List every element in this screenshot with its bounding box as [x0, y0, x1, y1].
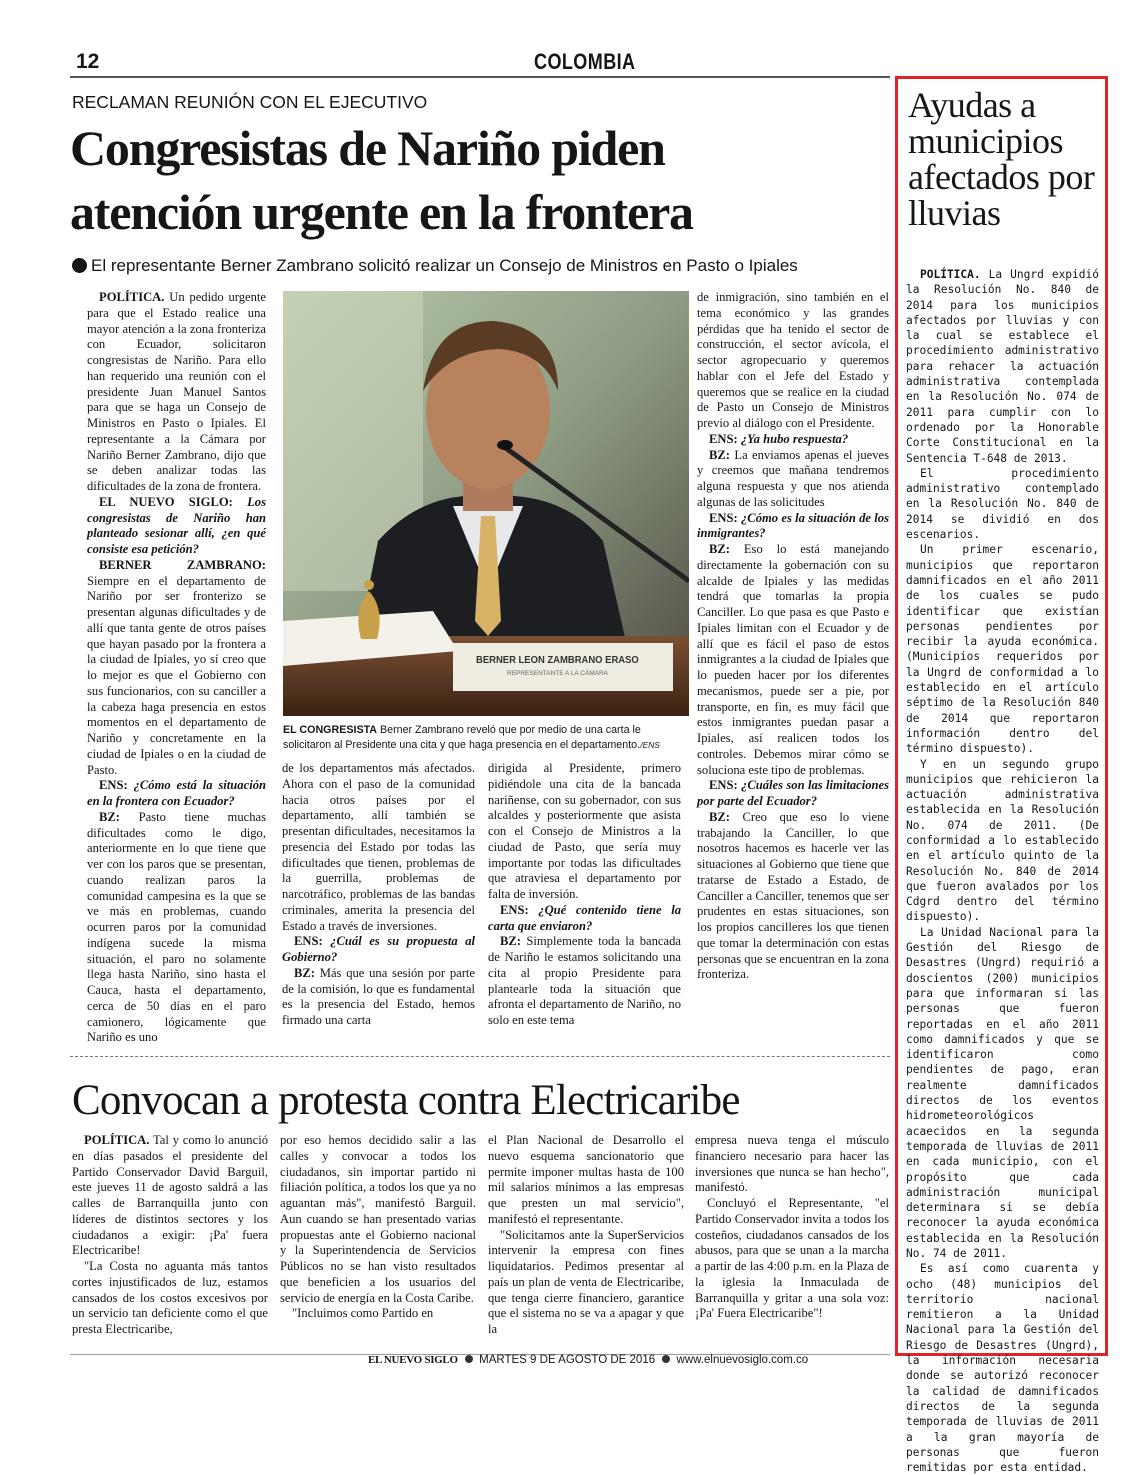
- caption-label: EL CONGRESISTA: [283, 724, 378, 736]
- caption-text: Berner Zambrano reveló que por medio de una carta le solicitaron al Presidente una cita y que haga presencia en el departamento.: [283, 724, 641, 751]
- paragraph: "Incluimos como Partido en: [292, 1306, 434, 1321]
- paragraph: Es así como cuarenta y ocho (48) municipios del territorio nacional remitieron a la Unidad Nacional para la Gestión del Riesgo de Desastres (Ungrd), la información necesaria donde se autorizó reconocer la calidad de damnificados directos de la segunda temporada de lluvias de 2011 a la gran mayoría de personas que fueron remitidas por esta entidad.: [906, 1262, 1099, 1475]
- paragraph: Concluyó el Representante, "el Partido Conservador invita a todos los costeños, ciudadanos cansados de los abusos, para que se unan a la marcha a partir de las 4:00 p.m. en la Plaza de la iglesia la Inmaculada de Barranquilla y gritar a una sola voz: ¡Pa' Fuera Electricaribe"!: [695, 1196, 889, 1321]
- question-label: ENS:: [709, 778, 738, 793]
- congressman-photo: [283, 291, 689, 716]
- sidebar-body: [906, 267, 1099, 1475]
- paragraph: Un primer escenario, municipios que reportaron damnificados en el año 2011 de los cuales se pudo identificar que existían personas pendientes por recibir la ayuda económica. (Municipios requeridos por la Ungrd de conformidad a lo establecido en el artículo séptimo de la Resolución 840 de 2014 que reportaron información dentro del término dispuesto).: [906, 543, 1099, 756]
- second-col-2: [280, 1133, 476, 1322]
- question: ¿Cómo es la situación de los inmigrantes?: [697, 510, 889, 541]
- story-divider: [70, 1056, 890, 1057]
- answer-label: BZ:: [709, 447, 730, 462]
- paragraph: dirigida al Presidente, primero pidiéndole una cita de la bancada nariñense, con su gobernador, con sus alcaldes y posteriormente que asista con el Consejo de Ministros a la ciudad de Pasto, que sería muy importante por todas las dificultades que atraviesa el departamento por falta de inversión.: [488, 761, 681, 901]
- answer: Simplemente toda la bancada de Nariño le estamos solicitando una cita al propio Presidente para plantearle toda la situación que afronta el departamento de Nariño, no solo en este tema: [488, 934, 681, 1027]
- answer-label: BZ:: [294, 965, 315, 980]
- question: ¿Cuál es su propuesta al Gobierno?: [282, 934, 475, 964]
- paragraph: La Ungrd expidió la Resolución No. 840 de 2014 para los municipios afectados por lluvias y con la cual se establece el procedimiento administrativo para rehacer la actuación administrativa contemplada en la Resolución No. 074 de 2011 para cumplir con lo ordenado por la Honorable Corte Constitucional en la Sentencia T-648 de 2013.: [906, 268, 1099, 465]
- paragraph: empresa nueva tenga el músculo financiero necesario para hacer las inversiones que nunca se han hecho", manifestó.: [695, 1133, 889, 1195]
- main-col-1: [87, 290, 266, 1046]
- question-label: ENS:: [709, 510, 738, 525]
- paragraph: "Solicitamos ante la SuperServicios intervenir la empresa con fines liquidatarios. Pedimos presentar al país un plan de venta de Electricaribe, que tenga cierre financiero, garantice que el sistema no se va a apagar y que la: [488, 1227, 684, 1336]
- answer-label: BERNER ZAMBRANO:: [99, 557, 266, 572]
- headline-line-1: Congresistas de Nariño piden: [70, 120, 665, 176]
- footer-url[interactable]: www.elnuevosiglo.com.co: [676, 1354, 809, 1366]
- question-label: EL NUEVO SIGLO:: [99, 494, 233, 509]
- answer: Siempre en el departamento de Nariño por ser fronterizo se presentan algunas dificultades y de allí que tanta gente de otros países que hayan pasado por la frontera a la ciudad de Ipiales, yo sí creo que lo mejor es que el Gobierno con sus funcionarios, con su canciller a la cabeza haga presencia en estos momentos en el departamento de Nariño y concretamente en la ciudad de Ipiales o en la ciudad de Pasto.: [87, 573, 266, 777]
- footer-date: MARTES 9 DE AGOSTO DE 2016: [479, 1354, 656, 1366]
- deck: [72, 256, 892, 276]
- main-col-4: [697, 290, 889, 983]
- section-title: COLOMBIA: [534, 49, 636, 74]
- nameplate-line-2: REPRESENTANTE A LA CÁMARA: [507, 670, 609, 677]
- answer: Pasto tiene muchas dificultades como le digo, anteriormente en lo que tiene que ver con los paros que se presentan, cuando realizan paros la comunidad campesina es la que se ve más en problemas, cuando ocurren paros por la comunidad indígena sucede la misma situación, el paro no solamente llega hasta Nariño, sino hasta el Cauca, hasta el departamento, cerca de 50 días en el paro camionero, lógicamente que Nariño es uno: [87, 809, 266, 1045]
- dateline: POLÍTICA.: [920, 268, 981, 281]
- answer-label: BZ:: [709, 542, 730, 556]
- paragraph: de los departamentos más afectados. Ahora con el paso de la comunidad hacia otros países por el departamento, allí también se presentan dificultades, necesitamos la presencia del Estado por todas las dificultades que tienen, problemas de la guerrilla, problemas de narcotráfico, problemas de las bandas criminales, amerita la presencia del Estado a través de inversiones.: [282, 761, 475, 933]
- paragraph: "La Costa no aguanta más tantos cortes injustificados de luz, estamos cansados de los costos excesivos por un servicio tan deficiente como el que presta Electricaribe,: [72, 1259, 268, 1336]
- question-label: ENS:: [99, 778, 128, 793]
- newspaper-logo: EL NUEVO SIGLO: [368, 1354, 458, 1366]
- bullet-icon: [72, 258, 87, 273]
- dateline: POLÍTICA.: [99, 290, 165, 304]
- kicker: RECLAMAN REUNIÓN CON EL EJECUTIVO: [72, 92, 428, 112]
- question-label: ENS:: [500, 902, 529, 917]
- paragraph: el Plan Nacional de Desarrollo el nuevo esquema sancionatorio que permite imponer multas hasta de 100 mil salarios mínimos a las empresas que presten un mal servicio", manifestó el representante.: [488, 1133, 684, 1226]
- question: ¿Cómo está la situación en la frontera con Ecuador?: [87, 778, 266, 808]
- nameplate-line-1: BERNER LEON ZAMBRANO ERASO: [476, 654, 639, 666]
- answer: Eso lo está manejando directamente la gobernación con su alcalde de Ipiales y las medidas tendrá que tomarlas la propia Canciller. Lo que pasa es que Pasto e Ipiales limitan con el Ecuador y de allí que es fácil el paso de estos inmigrantes a la ciudad de Ipiales que lo pueden hacer por los diferentes mecanismos, puede ser a pie, por transporte, en fin, es muy fácil que estos inmigrantes puedan pasar a Ipiales, así realicen todos los controles. Debemos mirar cómo se soluciona este tipo de problemas.: [697, 542, 889, 777]
- caption-credit: /ENS: [640, 740, 660, 750]
- sidebar-box: [895, 76, 1108, 1475]
- question: Los congresistas de Nariño han planteado sesionar allí, ¿en qué consiste esa petición?: [87, 494, 266, 556]
- second-headline: Convocan a protesta contra Electricaribe: [72, 1077, 740, 1124]
- question: ¿Qué contenido tiene la carta que enviaron?: [488, 902, 681, 933]
- headline-line-2: atención urgente en la frontera: [70, 184, 693, 240]
- paragraph: de inmigración, sino también en el tema económico y las grandes pérdidas que ha tenido el sector de construcción, el sector avícola, el sector agropecuario y queremos hablar con el Jefe del Estado y queremos que se realice en la ciudad de Pasto un Consejo de Ministros previo al diálogo con el Presidente.: [697, 290, 889, 430]
- page-number: 12: [76, 50, 100, 73]
- photo-image: [283, 291, 689, 716]
- paragraph: La Unidad Nacional para la Gestión del Riesgo de Desastres (Ungrd) requirió a doscientos (200) municipios para que informaran si las personas que fueron reportadas en el año 2011 como damnificados y que se identificaron como pendientes de pago, eran realmente damnificados directos de los eventos hidrometeorológicos acaecidos en la segunda temporada de lluvias de 2011 en cada municipio, con el propósito que cada administración municipal determinara si se debía reconocer la ayuda económica establecida en la Resolución No. 74 de 2011.: [906, 925, 1099, 1260]
- question: ¿Cuáles son las limitaciones por parte del Ecuador?: [697, 778, 889, 808]
- answer-label: BZ:: [99, 809, 120, 824]
- answer: Creo que eso lo viene trabajando la Canciller, lo que nosotros hacemos es hacerle ver las situaciones al Gobierno que tiene que tratarse de Estado a Estado, de Canciller a Canciller, tenemos que ser prudentes en estas situaciones, son los propios cancilleres los que tienen que tomar la determinación con estas personas que se encuentran en la zona fronteriza.: [697, 809, 889, 982]
- question: ¿Ya hubo respuesta?: [737, 431, 849, 446]
- answer-label: BZ:: [500, 934, 521, 949]
- question-label: ENS:: [709, 431, 738, 446]
- answer: La enviamos apenas el jueves y creemos que mañana tendremos alguna respuesta y que nos atienda algunas de las solicitudes: [697, 447, 889, 509]
- bullet-icon: [662, 1355, 670, 1363]
- dateline: POLÍTICA.: [84, 1133, 150, 1147]
- bullet-icon: [465, 1355, 473, 1363]
- main-col-2: [282, 761, 475, 1029]
- photo-caption: [283, 723, 689, 753]
- paragraph: Un pedido urgente para que el Estado realice una mayor atención a la zona fronteriza con Ecuador, solicitaron congresistas de Nariño. Para ello han requerido una reunión con el presidente Juan Manuel Santos para que se haga un Consejo de Ministros en Pasto o Ipiales. El representante a la Cámara por Nariño Berner Zambrano, dijo que se deben analizar todas las dificultades de la zona de frontera.: [87, 290, 266, 493]
- paragraph: por eso hemos decidido salir a las calles y convocar a todos los ciudadanos, sin importar partido ni filiación política, a todos los que ya no aguantan más", manifestó Barguil. Aun cuando se han presentado varias propuestas ante el Gobierno nacional y la Superintendencia de Servicios Públicos no se han visto resultados que beneficien a los usuarios del servicio de energía en la Costa Caribe.: [280, 1133, 476, 1305]
- deck-text: El representante Berner Zambrano solicitó realizar un Consejo de Ministros en Pasto o Ipiales: [91, 256, 798, 275]
- paragraph: El procedimiento administrativo contemplado en la Resolución No. 840 de 2014 se dividió en dos escenarios.: [906, 466, 1099, 542]
- header-rule: [70, 76, 890, 78]
- answer: Más que una sesión por parte de la comisión, lo que es fundamental es la presencia del Estado, hemos firmado una carta: [282, 965, 475, 1027]
- paragraph: Y en un segundo grupo municipios que rehicieron la actuación administrativa establecida en la Resolución No. 074 de 2011. (De conformidad a lo establecido en el artículo quinto de la Resolución No. 840 de 2014 que fueron avalados por los Cdgrd dentro del término dispuesto).: [906, 757, 1099, 924]
- footer: [368, 1354, 808, 1366]
- main-col-3: [488, 761, 681, 1029]
- second-col-1: [72, 1133, 268, 1338]
- paragraph: Tal y como lo anunció en días pasados el presidente del Partido Conservador David Barguil, este jueves 11 de agosto saldrá a las calles de Barranquilla junto con líderes de distintos sectores y los ciudadanos a exigir: ¡Pa' fuera Electricaribe!: [72, 1133, 268, 1258]
- sidebar-title: Ayudas a municipios afectados por lluvias: [908, 85, 1095, 233]
- second-col-4: [695, 1133, 889, 1322]
- headline: [70, 116, 890, 244]
- second-col-3: [488, 1133, 684, 1338]
- question-label: ENS:: [294, 934, 323, 949]
- answer-label: BZ:: [709, 809, 730, 824]
